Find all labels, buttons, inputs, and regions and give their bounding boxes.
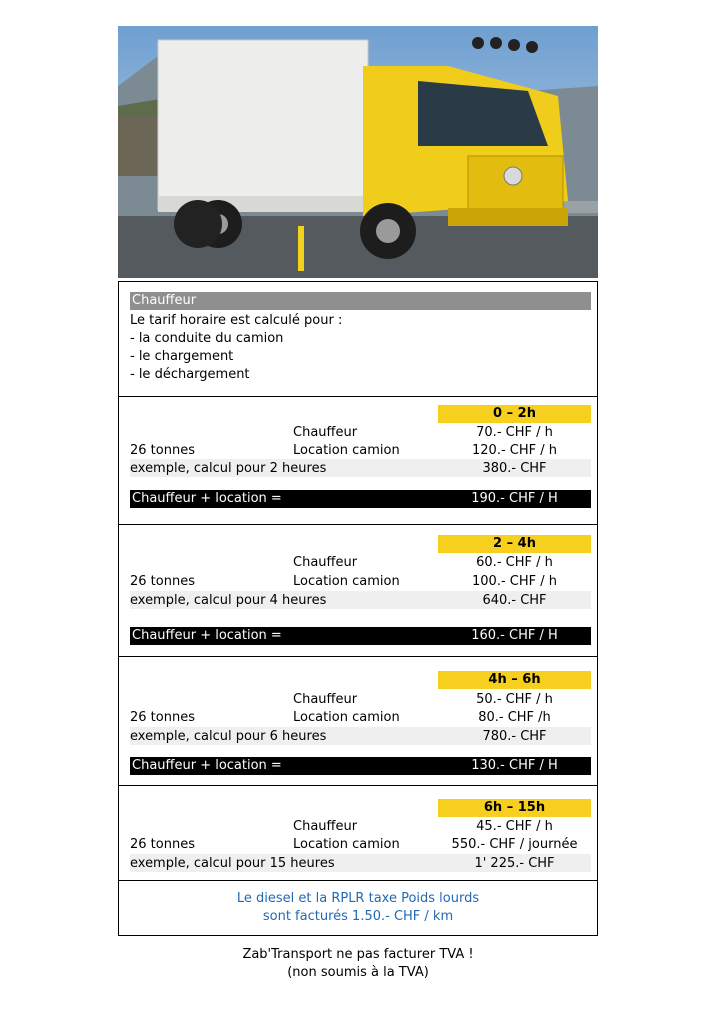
total-value: 190.- CHF / H bbox=[471, 491, 558, 506]
rental-label: Location camion bbox=[293, 710, 400, 725]
pricing-table bbox=[118, 281, 598, 936]
weight-label: 26 tonnes bbox=[130, 837, 195, 852]
fuel-note: sont facturés 1.50.- CHF / km bbox=[262, 909, 454, 924]
total-bar bbox=[130, 490, 591, 508]
total-value: 160.- CHF / H bbox=[471, 628, 558, 643]
example-value: 780.- CHF bbox=[482, 729, 547, 744]
driver-label: Chauffeur bbox=[293, 555, 358, 570]
truck-illustration bbox=[118, 26, 598, 278]
rental-rate: 100.- CHF / h bbox=[472, 574, 557, 589]
tier-section bbox=[119, 786, 597, 881]
total-label: Chauffeur + location = bbox=[132, 758, 282, 773]
intro-line: - la conduite du camion bbox=[130, 331, 284, 346]
intro-title: Chauffeur bbox=[130, 292, 591, 310]
tier-range: 6h – 15h bbox=[438, 799, 591, 817]
rental-rate: 550.- CHF / journée bbox=[451, 837, 578, 852]
rental-rate: 80.- CHF /h bbox=[478, 710, 551, 725]
rental-rate: 120.- CHF / h bbox=[472, 443, 557, 458]
tier-section bbox=[119, 657, 597, 786]
intro-section bbox=[119, 282, 597, 397]
example-value: 1' 225.- CHF bbox=[474, 856, 555, 871]
example-value: 380.- CHF bbox=[482, 461, 547, 476]
rental-label: Location camion bbox=[293, 837, 400, 852]
driver-rate: 45.- CHF / h bbox=[476, 819, 553, 834]
tier-range: 0 – 2h bbox=[438, 405, 591, 423]
example-value: 640.- CHF bbox=[482, 593, 547, 608]
tier-section bbox=[119, 525, 597, 657]
vat-subnote: (non soumis à la TVA) bbox=[287, 965, 429, 980]
tier-range: 4h – 6h bbox=[438, 671, 591, 689]
total-label: Chauffeur + location = bbox=[132, 491, 282, 506]
driver-rate: 50.- CHF / h bbox=[476, 692, 553, 707]
fuel-note: Le diesel et la RPLR taxe Poids lourds bbox=[236, 891, 480, 906]
example-label: exemple, calcul pour 4 heures bbox=[130, 593, 327, 608]
driver-label: Chauffeur bbox=[293, 819, 358, 834]
weight-label: 26 tonnes bbox=[130, 443, 195, 458]
tier-section bbox=[119, 397, 597, 525]
driver-rate: 60.- CHF / h bbox=[476, 555, 553, 570]
example-label: exemple, calcul pour 15 heures bbox=[130, 856, 335, 871]
driver-label: Chauffeur bbox=[293, 425, 358, 440]
intro-line: Le tarif horaire est calculé pour : bbox=[130, 313, 343, 328]
tier-range: 2 – 4h bbox=[438, 535, 591, 553]
total-value: 130.- CHF / H bbox=[471, 758, 558, 773]
total-label: Chauffeur + location = bbox=[132, 628, 282, 643]
driver-label: Chauffeur bbox=[293, 692, 358, 707]
vat-note: Zab'Transport ne pas facturer TVA ! bbox=[242, 947, 474, 962]
example-label: exemple, calcul pour 2 heures bbox=[130, 461, 327, 476]
weight-label: 26 tonnes bbox=[130, 710, 195, 725]
total-bar bbox=[130, 627, 591, 645]
intro-line: - le déchargement bbox=[130, 367, 250, 382]
example-label: exemple, calcul pour 6 heures bbox=[130, 729, 327, 744]
rental-label: Location camion bbox=[293, 443, 400, 458]
intro-line: - le chargement bbox=[130, 349, 234, 364]
rental-label: Location camion bbox=[293, 574, 400, 589]
truck-photo bbox=[118, 26, 598, 278]
total-bar bbox=[130, 757, 591, 775]
weight-label: 26 tonnes bbox=[130, 574, 195, 589]
driver-rate: 70.- CHF / h bbox=[476, 425, 553, 440]
